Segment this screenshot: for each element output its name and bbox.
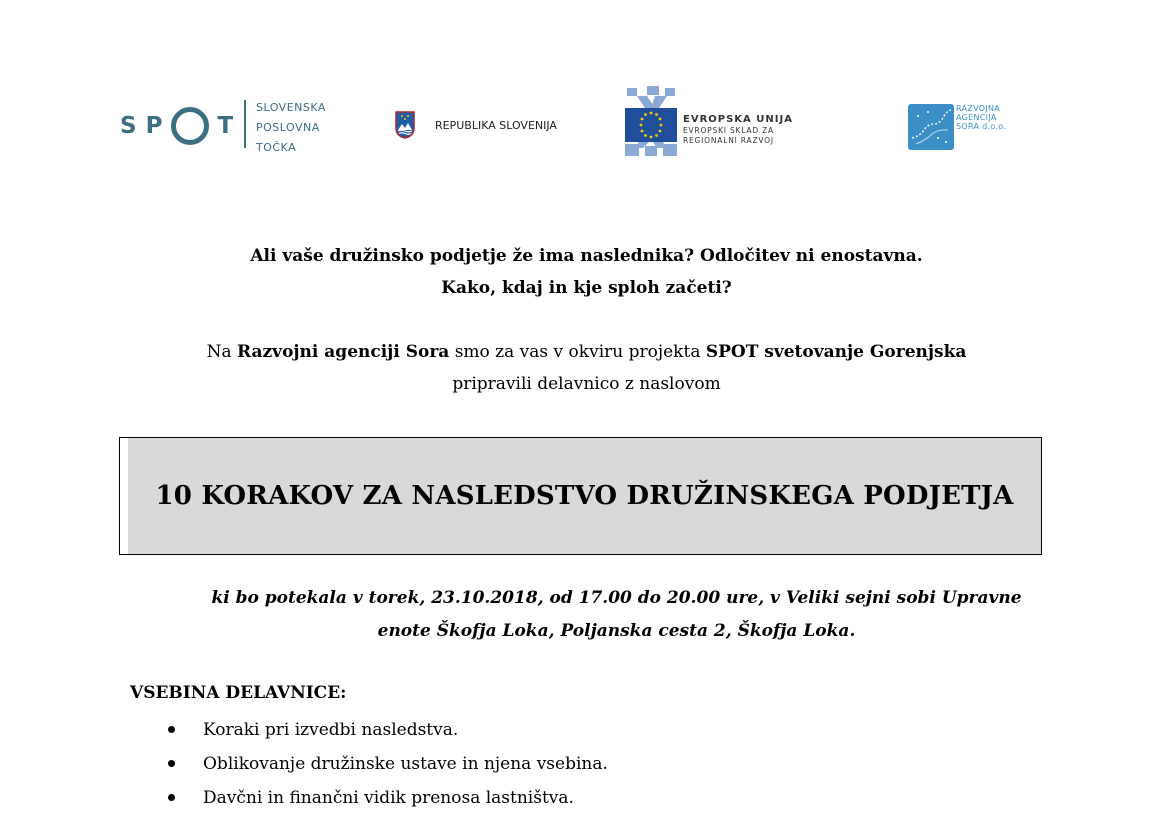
eu-logo bbox=[625, 86, 805, 158]
slovenia-coat-of-arms-icon bbox=[395, 111, 415, 139]
list-item bbox=[165, 782, 608, 816]
spot-word: POSLOVNA bbox=[256, 121, 320, 134]
bullet-icon bbox=[168, 794, 175, 801]
list-item-text: Koraki pri izvedbi nasledstva. bbox=[203, 720, 459, 740]
eu-subtitle: EVROPSKI SKLAD ZA bbox=[683, 126, 774, 135]
spot-logo-words bbox=[256, 98, 326, 158]
bullet-icon bbox=[168, 760, 175, 767]
spot-logo-letters bbox=[120, 102, 234, 150]
invitation-line: pripravili delavnico z naslovom bbox=[452, 374, 721, 394]
republika-slovenija-logo bbox=[395, 110, 557, 140]
sora-line: SORA d.o.o. bbox=[956, 122, 1007, 131]
project-name: SPOT svetovanje Gorenjska bbox=[705, 342, 967, 362]
spot-word: SLOVENSKA bbox=[256, 101, 326, 114]
intro-invitation bbox=[0, 336, 1173, 400]
spot-letter-t: T bbox=[217, 113, 235, 139]
eu-flag-icon bbox=[625, 86, 677, 158]
content-list bbox=[165, 714, 608, 816]
when-line: enote Škofja Loka, Poljanska cesta 2, Škofja Loka. bbox=[377, 621, 856, 641]
list-item-text: Davčni in finančni vidik prenosa lastništva. bbox=[203, 788, 574, 808]
workshop-title-background bbox=[128, 438, 1041, 554]
workshop-title-box bbox=[119, 437, 1042, 555]
list-item bbox=[165, 714, 608, 748]
spot-letter-s: S bbox=[120, 113, 138, 139]
spot-divider bbox=[244, 100, 246, 148]
intro-line: Kako, kdaj in kje sploh začeti? bbox=[441, 278, 732, 298]
eu-title: EVROPSKA UNIJA bbox=[683, 114, 793, 125]
agency-name: Razvojni agenciji Sora bbox=[237, 342, 450, 362]
sora-logo-text bbox=[956, 104, 1006, 131]
workshop-when-where bbox=[195, 582, 1038, 648]
spot-logo bbox=[120, 100, 340, 152]
list-item bbox=[165, 748, 608, 782]
eu-logo-text bbox=[683, 113, 793, 146]
sora-map-icon bbox=[908, 104, 954, 150]
logo-header bbox=[0, 0, 1173, 200]
section-heading: VSEBINA DELAVNICE: bbox=[130, 683, 347, 703]
sora-logo bbox=[908, 104, 1008, 152]
invitation-text: smo za vas v okviru projekta bbox=[449, 342, 706, 362]
invitation-text: Na bbox=[206, 342, 237, 362]
workshop-title: 10 KORAKOV ZA NASLEDSTVO DRUŽINSKEGA PODJETJA bbox=[155, 481, 1014, 511]
republika-slovenija-text: REPUBLIKA SLOVENIJA bbox=[435, 118, 557, 132]
intro-line: Ali vaše družinsko podjetje že ima naslednika? Odločitev ni enostavna. bbox=[250, 246, 923, 266]
list-item-text: Oblikovanje družinske ustave in njena vsebina. bbox=[203, 754, 608, 774]
spot-word: TOČKA bbox=[256, 141, 297, 154]
invitation-line bbox=[0, 336, 1173, 368]
when-line: ki bo potekala v torek, 23.10.2018, od 17.00 do 20.00 ure, v Veliki sejni sobi Upravne bbox=[211, 588, 1022, 608]
intro-question bbox=[0, 240, 1173, 304]
spot-letter-p: P bbox=[145, 113, 164, 139]
eu-subtitle: REGIONALNI RAZVOJ bbox=[683, 136, 774, 145]
sora-line: AGENCIJA bbox=[956, 113, 997, 122]
sora-line: RAZVOJNA bbox=[956, 104, 1001, 113]
bullet-icon bbox=[168, 726, 175, 733]
spot-ring-icon bbox=[171, 107, 209, 145]
